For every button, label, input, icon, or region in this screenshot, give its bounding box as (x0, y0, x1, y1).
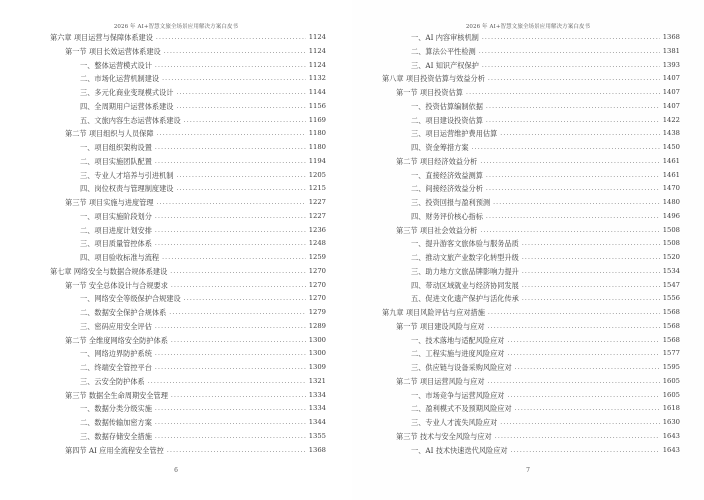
toc-entry-page: 1368 (308, 445, 326, 454)
toc-entry-title: 四、资金筹措方案 (411, 143, 469, 152)
toc-entry-title: 第七章 网络安全与数据合规体系建设 (50, 266, 168, 276)
toc-entry-title: 四、带动区域就业与经济协同发展 (411, 280, 519, 290)
toc-entry-chapter[interactable] (50, 265, 326, 279)
dot-leader (507, 334, 659, 348)
toc-entry-page: 1461 (662, 170, 680, 179)
toc-entry-title: 第八章 项目投资估算与效益分析 (382, 74, 485, 84)
dot-leader (486, 169, 660, 183)
toc-entry-subsection[interactable] (50, 155, 326, 169)
toc-entry-subsection[interactable] (382, 251, 680, 265)
dot-leader (155, 224, 306, 238)
toc-entry-page: 1407 (662, 88, 680, 96)
dot-leader (507, 389, 659, 403)
dot-leader (522, 237, 660, 251)
toc-entry-subsection[interactable] (382, 265, 680, 279)
toc-entry-chapter[interactable] (50, 31, 326, 45)
toc-entry-page: 1215 (308, 184, 326, 193)
toc-entry-section[interactable] (50, 389, 326, 403)
toc-entry-page: 1279 (308, 308, 326, 316)
dot-leader (522, 265, 660, 279)
dot-leader (157, 127, 306, 141)
dot-leader (488, 306, 660, 320)
toc-entry-page: 1270 (308, 266, 326, 275)
dot-leader (482, 59, 660, 73)
toc-entry-title: 一、数据分类分级实施 (80, 404, 152, 414)
toc-entry-page: 1169 (308, 115, 326, 124)
toc-entry-title: 第一节 项目长效运营体系建设 (65, 46, 161, 56)
toc-entry-page: 1480 (662, 198, 680, 206)
dot-leader (486, 210, 660, 224)
toc-entry-page: 1355 (308, 431, 326, 440)
toc-entry-subsection[interactable] (50, 182, 326, 196)
toc-entry-page: 1605 (662, 390, 680, 399)
toc-entry-section[interactable] (382, 86, 680, 100)
toc-entry-page: 1334 (308, 404, 326, 413)
toc-entry-page: 1180 (308, 143, 326, 151)
dot-leader (155, 347, 306, 361)
dot-leader (507, 347, 659, 361)
running-header: 2026 年 AI+智慧文旅全场景应用解决方案白皮书 (113, 24, 239, 30)
toc-entry-title: 二、项目进度计划安排 (80, 225, 152, 235)
toc-entry-title: 三、密码应用安全评估 (80, 321, 152, 331)
toc-entry-title: 第二节 全维度网络安全防护体系 (65, 335, 168, 345)
toc-entry-page: 1643 (662, 431, 680, 440)
dot-leader (522, 292, 660, 306)
toc-entry-page: 1605 (662, 376, 680, 385)
toc-entry-section[interactable] (382, 430, 680, 444)
toc-entry-subsection[interactable] (382, 45, 680, 59)
toc-entry-page: 1568 (662, 335, 680, 344)
toc-entry-page: 1144 (308, 88, 326, 96)
toc-entry-title: 一、整体运营模式设计 (80, 60, 152, 70)
toc-entry-title: 一、提升游客文旅体验与服务品质 (411, 239, 519, 249)
toc-entry-subsection[interactable] (50, 86, 326, 100)
toc-entry-subsection[interactable] (382, 31, 680, 45)
dot-leader (171, 389, 306, 403)
dot-leader (515, 361, 660, 375)
toc-entry-title: 一、网络边界防护系统 (80, 349, 152, 359)
toc-entry-page: 1236 (308, 225, 326, 234)
table-of-contents (382, 31, 680, 457)
toc-entry-page: 1248 (308, 239, 326, 248)
toc-entry-title: 二、项目实施团队配置 (80, 156, 152, 166)
toc-entry-page: 1321 (308, 376, 326, 385)
dot-leader (480, 224, 659, 238)
dot-leader (495, 430, 660, 444)
toc-entry-title: 第三节 数据全生命周期安全管理 (65, 390, 168, 400)
toc-entry-page: 1124 (308, 33, 326, 41)
toc-entry-page: 1618 (662, 404, 680, 413)
toc-entry-title: 三、项目质量管控体系 (80, 239, 152, 249)
toc-entry-title: 五、促进文化遗产保护与活化传承 (411, 294, 519, 304)
toc-entry-title: 第三节 项目实施与进度管理 (65, 198, 154, 207)
toc-entry-subsection[interactable] (382, 141, 680, 155)
dot-leader (155, 155, 306, 169)
toc-entry-subsection[interactable] (382, 169, 680, 183)
toc-entry-page: 1568 (662, 321, 680, 330)
dot-leader (176, 86, 305, 100)
dot-leader (171, 279, 306, 293)
toc-entry-page: 1270 (308, 294, 326, 303)
toc-entry-title: 一、网络安全等级保护合规建设 (80, 294, 181, 304)
toc-entry-title: 一、投资估算编制依据 (411, 101, 483, 111)
dot-leader (162, 72, 306, 86)
toc-entry-page: 1547 (662, 280, 680, 289)
dot-leader (155, 210, 306, 224)
toc-entry-page: 1643 (662, 445, 680, 454)
toc-entry-subsection[interactable] (382, 196, 680, 210)
toc-entry-page: 1300 (308, 349, 326, 358)
toc-entry-subsection[interactable] (50, 210, 326, 224)
toc-entry-subsection[interactable] (50, 375, 326, 389)
toc-entry-page: 1344 (308, 418, 326, 426)
toc-entry-page: 1227 (308, 211, 326, 220)
dot-leader (170, 265, 305, 279)
toc-entry-title: 二、市场化运营机制建设 (80, 74, 160, 84)
toc-entry-title: 第二节 项目经济效益分析 (396, 156, 478, 166)
dot-leader (511, 444, 660, 458)
toc-entry-page: 1407 (662, 74, 680, 83)
toc-entry-page: 1124 (308, 46, 326, 55)
dot-leader (480, 155, 659, 169)
toc-entry-subsection[interactable] (50, 292, 326, 306)
dot-leader (155, 402, 306, 416)
dot-leader (184, 114, 306, 128)
toc-entry-title: 第二节 项目运营风险与应对 (396, 376, 485, 386)
dot-leader (155, 141, 306, 155)
dot-leader (500, 416, 659, 430)
toc-entry-title: 一、市场竞争与运营风险应对 (411, 390, 505, 400)
toc-entry-page: 1534 (662, 266, 680, 275)
toc-entry-subsection[interactable] (50, 72, 326, 86)
page-number: 7 (526, 467, 530, 474)
toc-entry-page: 1289 (308, 321, 326, 330)
toc-entry-section[interactable] (50, 45, 326, 59)
toc-entry-page: 1556 (662, 294, 680, 303)
toc-entry-title: 四、全周期用户运营体系建设 (80, 101, 174, 111)
toc-entry-page: 1132 (308, 74, 326, 83)
dot-leader (500, 127, 659, 141)
toc-entry-section[interactable] (50, 444, 326, 458)
toc-entry-title: 四、财务评价核心指标 (411, 211, 483, 221)
toc-entry-title: 三、专业人才培养与引进机制 (80, 170, 174, 180)
toc-entry-subsection[interactable] (50, 306, 326, 320)
toc-entry-title: 三、多元化商业变现模式设计 (80, 88, 174, 97)
toc-entry-subsection[interactable] (50, 169, 326, 183)
toc-entry-page: 1630 (662, 418, 680, 426)
dot-leader (155, 237, 306, 251)
toc-entry-page: 1577 (662, 349, 680, 358)
toc-entry-title: 第六章 项目运营与保障体系建设 (50, 33, 153, 42)
dot-leader (486, 182, 660, 196)
toc-entry-title: 四、岗位权责与管理制度建设 (80, 184, 174, 194)
toc-entry-title: 二、工程实施与进度风险应对 (411, 349, 505, 359)
toc-entry-title: 第一节 项目投资估算 (396, 88, 463, 97)
toc-entry-title: 第九章 项目风险评估与应对措施 (382, 308, 485, 317)
dot-leader (522, 279, 660, 293)
toc-entry-subsection[interactable] (382, 334, 680, 348)
dot-leader (486, 100, 660, 114)
dot-leader (176, 182, 305, 196)
toc-entry-subsection[interactable] (50, 114, 326, 128)
toc-entry-page: 1422 (662, 115, 680, 124)
toc-entry-subsection[interactable] (382, 444, 680, 458)
dot-leader (493, 196, 660, 210)
toc-entry-chapter[interactable] (382, 72, 680, 86)
dot-leader (176, 169, 305, 183)
toc-entry-page: 1470 (662, 184, 680, 193)
toc-entry-title: 二、算法公平性检测 (411, 46, 476, 56)
toc-entry-page: 1205 (308, 170, 326, 179)
toc-entry-title: 一、AI 内容审核机制 (411, 33, 479, 42)
dot-leader (488, 320, 660, 334)
toc-entry-title: 三、数据存储安全措施 (80, 431, 152, 441)
dot-leader (155, 59, 306, 73)
toc-entry-section[interactable] (382, 375, 680, 389)
toc-entry-subsection[interactable] (382, 347, 680, 361)
toc-entry-title: 二、盈利模式不及预期风险应对 (411, 404, 512, 414)
toc-entry-subsection[interactable] (50, 237, 326, 251)
dot-leader (169, 306, 305, 320)
toc-entry-page: 1124 (308, 60, 326, 69)
toc-entry-page: 1270 (308, 280, 326, 289)
toc-entry-subsection[interactable] (50, 361, 326, 375)
toc-entry-page: 1368 (662, 33, 680, 41)
toc-entry-title: 三、专业人才流失风险应对 (411, 418, 498, 427)
toc-entry-section[interactable] (382, 155, 680, 169)
dot-leader (479, 45, 660, 59)
toc-entry-page: 1259 (308, 253, 326, 261)
toc-entry-subsection[interactable] (50, 141, 326, 155)
toc-entry-subsection[interactable] (50, 100, 326, 114)
toc-entry-section[interactable] (50, 334, 326, 348)
toc-entry-subsection[interactable] (382, 279, 680, 293)
toc-entry-page: 1156 (308, 101, 326, 110)
toc-entry-page: 1407 (662, 101, 680, 110)
toc-entry-title: 第一节 项目建设风险与应对 (396, 321, 485, 331)
toc-entry-title: 第三节 技术与安全风险与应对 (396, 431, 492, 441)
toc-entry-title: 三、项目运营维护费用估算 (411, 129, 498, 139)
toc-entry-title: 一、AI 技术快速迭代风险应对 (411, 445, 508, 455)
toc-entry-page: 1300 (308, 335, 326, 344)
toc-entry-subsection[interactable] (382, 237, 680, 251)
table-of-contents (50, 31, 326, 457)
toc-entry-page: 1508 (662, 225, 680, 234)
dot-leader (522, 251, 660, 265)
toc-entry-title: 五、文旅内容生态运营体系建设 (80, 115, 181, 125)
toc-entry-title: 第四节 AI 应用全流程安全管控 (65, 445, 164, 455)
toc-entry-subsection[interactable] (50, 430, 326, 444)
toc-entry-page: 1227 (308, 198, 326, 206)
toc-entry-chapter[interactable] (382, 306, 680, 320)
toc-entry-title: 一、项目组织架构设置 (80, 143, 152, 152)
toc-entry-page: 1381 (662, 46, 680, 55)
toc-entry-title: 第二节 项目组织与人员保障 (65, 129, 154, 139)
dot-leader (156, 31, 306, 45)
toc-entry-title: 二、项目建设投资估算 (411, 115, 483, 125)
running-header: 2026 年 AI+智慧文旅全场景应用解决方案白皮书 (465, 24, 591, 30)
toc-entry-subsection[interactable] (382, 389, 680, 403)
toc-entry-page: 1180 (308, 129, 326, 138)
toc-entry-title: 二、终端安全管控平台 (80, 363, 152, 372)
toc-entry-title: 一、技术落地与适配风险应对 (411, 335, 505, 345)
dot-leader (157, 196, 306, 210)
right-page (352, 0, 704, 500)
toc-entry-title: 一、直接经济效益测算 (411, 170, 483, 180)
toc-entry-title: 二、数据传输加密方案 (80, 418, 152, 427)
toc-entry-title: 四、项目验收标准与流程 (80, 253, 160, 262)
toc-entry-page: 1496 (662, 211, 680, 220)
dot-leader (171, 334, 306, 348)
toc-entry-title: 第一节 安全总体设计与合规要求 (65, 280, 168, 290)
toc-entry-subsection[interactable] (50, 59, 326, 73)
page-number: 6 (174, 467, 178, 474)
toc-entry-page: 1461 (662, 156, 680, 165)
dot-leader (164, 45, 306, 59)
toc-entry-title: 二、推动文旅产业数字化转型升级 (411, 253, 519, 262)
toc-entry-subsection[interactable] (382, 100, 680, 114)
toc-entry-page: 1568 (662, 308, 680, 316)
toc-entry-subsection[interactable] (50, 416, 326, 430)
toc-entry-section[interactable] (50, 127, 326, 141)
toc-entry-page: 1334 (308, 390, 326, 399)
dot-leader (488, 72, 660, 86)
toc-entry-subsection[interactable] (382, 361, 680, 375)
dot-leader (486, 114, 660, 128)
toc-entry-subsection[interactable] (50, 347, 326, 361)
toc-entry-subsection[interactable] (50, 224, 326, 238)
dot-leader (488, 375, 660, 389)
toc-entry-title: 一、项目实施阶段划分 (80, 211, 152, 221)
toc-entry-title: 三、云安全防护体系 (80, 376, 145, 386)
dot-leader (167, 444, 306, 458)
dot-leader (162, 251, 306, 265)
toc-entry-subsection[interactable] (382, 292, 680, 306)
toc-entry-subsection[interactable] (382, 182, 680, 196)
toc-entry-title: 三、供应链与设备采购风险应对 (411, 363, 512, 372)
toc-entry-section[interactable] (382, 320, 680, 334)
dot-leader (482, 31, 660, 45)
dot-leader (472, 141, 660, 155)
toc-entry-title: 三、AI 知识产权保护 (411, 60, 479, 70)
toc-entry-subsection[interactable] (382, 416, 680, 430)
toc-entry-title: 三、助力地方文旅品牌影响力提升 (411, 266, 519, 276)
dot-leader (176, 100, 305, 114)
toc-entry-page: 1508 (662, 239, 680, 248)
dot-leader (155, 416, 306, 430)
dot-leader (466, 86, 660, 100)
toc-entry-title: 二、间接经济效益分析 (411, 184, 483, 194)
toc-entry-page: 1194 (308, 156, 326, 165)
toc-entry-title: 二、数据安全保护合规体系 (80, 308, 167, 317)
toc-entry-subsection[interactable] (382, 59, 680, 73)
dot-leader (155, 361, 306, 375)
toc-entry-page: 1393 (662, 60, 680, 69)
toc-entry-section[interactable] (50, 196, 326, 210)
toc-entry-subsection[interactable] (382, 127, 680, 141)
dot-leader (515, 402, 660, 416)
toc-entry-subsection[interactable] (50, 251, 326, 265)
dot-leader (155, 430, 306, 444)
dot-leader (155, 320, 306, 334)
toc-entry-page: 1595 (662, 363, 680, 371)
dot-leader (184, 292, 306, 306)
toc-entry-section[interactable] (50, 279, 326, 293)
toc-entry-page: 1520 (662, 253, 680, 261)
toc-entry-subsection[interactable] (382, 114, 680, 128)
toc-entry-subsection[interactable] (382, 210, 680, 224)
toc-entry-title: 三、投资回报与盈利预测 (411, 198, 491, 207)
toc-entry-subsection[interactable] (50, 320, 326, 334)
toc-entry-page: 1309 (308, 363, 326, 371)
toc-entry-page: 1450 (662, 143, 680, 151)
dot-leader (148, 375, 306, 389)
toc-entry-subsection[interactable] (50, 402, 326, 416)
toc-entry-section[interactable] (382, 224, 680, 238)
toc-entry-subsection[interactable] (382, 402, 680, 416)
toc-entry-title: 第三节 项目社会效益分析 (396, 225, 478, 235)
toc-entry-page: 1438 (662, 129, 680, 138)
